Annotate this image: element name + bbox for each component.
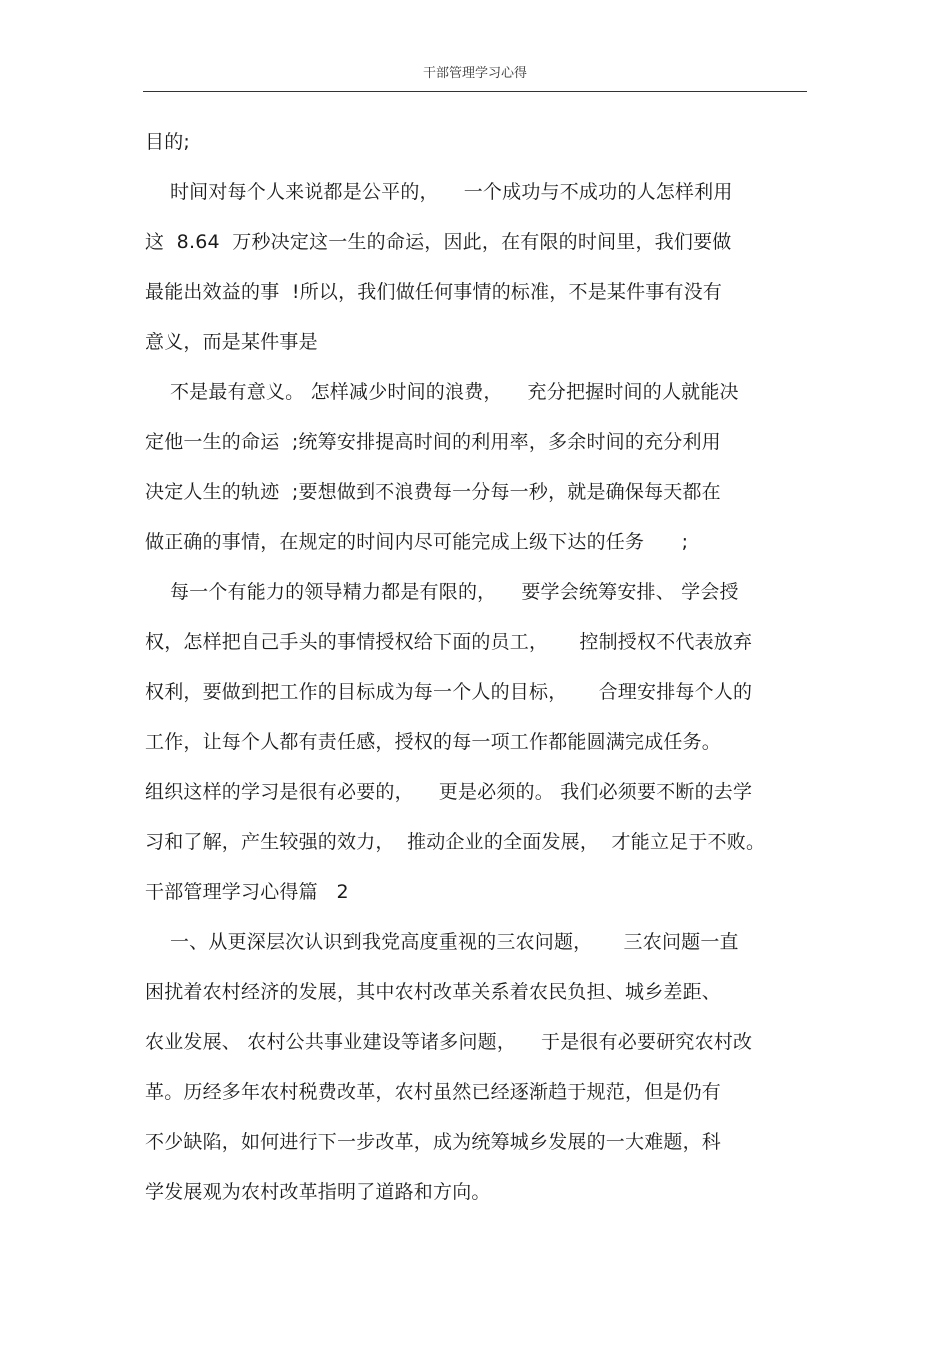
- text-line: 权利，要做到把工作的目标成为每一个人的目标， 合理安排每个人的: [145, 681, 753, 703]
- text-line: 革。历经多年农村税费改革，农村虽然已经逐渐趋于规范，但是仍有: [145, 1081, 722, 1103]
- text-line: 组织这样的学习是很有必要的， 更是必须的。 我们必须要不断的去学: [145, 781, 753, 803]
- text-line: 做正确的事情，在规定的时间内尽可能完成上级下达的任务 ;: [145, 531, 689, 553]
- text-line: 最能出效益的事 !所以，我们做任何事情的标准，不是某件事有没有: [145, 281, 723, 303]
- text-line: 农业发展、 农村公共事业建设等诸多问题， 于是很有必要研究农村改: [145, 1031, 753, 1053]
- text-line: 定他一生的命运 ;统筹安排提高时间的利用率，多余时间的充分利用: [145, 431, 721, 453]
- page-header-title: 干部管理学习心得: [422, 66, 527, 81]
- text-line: 不少缺陷，如何进行下一步改革，成为统筹城乡发展的一大难题，科: [145, 1131, 722, 1153]
- text-line: 困扰着农村经济的发展，其中农村改革关系着农民负担、城乡差距、: [145, 981, 722, 1003]
- body-text: [145, 120, 815, 1220]
- text-line: 每一个有能力的领导精力都是有限的， 要学会统筹安排、 学会授: [145, 581, 739, 603]
- text-line: 权，怎样把自己手头的事情授权给下面的员工， 控制授权不代表放弃: [145, 631, 753, 653]
- text-line: 这 8.64 万秒决定这一生的命运，因此，在有限的时间里，我们要做: [145, 231, 732, 253]
- text-line: 工作，让每个人都有责任感，授权的每一项工作都能圆满完成任务。: [145, 731, 722, 753]
- text-line: 决定人生的轨迹 ;要想做到不浪费每一分每一秒，就是确保每天都在: [145, 481, 721, 503]
- header-divider: [143, 91, 807, 92]
- text-line: 时间对每个人来说都是公平的， 一个成功与不成功的人怎样利用: [145, 181, 733, 203]
- text-line: 意义，而是某件事是: [145, 331, 318, 353]
- text-line: 目的;: [145, 131, 191, 153]
- section-heading: 干部管理学习心得篇 2: [145, 881, 349, 903]
- text-line: 学发展观为农村改革指明了道路和方向。: [145, 1181, 491, 1203]
- text-line: 习和了解，产生较强的效力， 推动企业的全面发展， 才能立足于不败。: [145, 831, 766, 853]
- text-line: 一、从更深层次认识到我党高度重视的三农问题， 三农问题一直: [145, 931, 739, 953]
- text-line: 不是最有意义。 怎样减少时间的浪费， 充分把握时间的人就能决: [145, 381, 739, 403]
